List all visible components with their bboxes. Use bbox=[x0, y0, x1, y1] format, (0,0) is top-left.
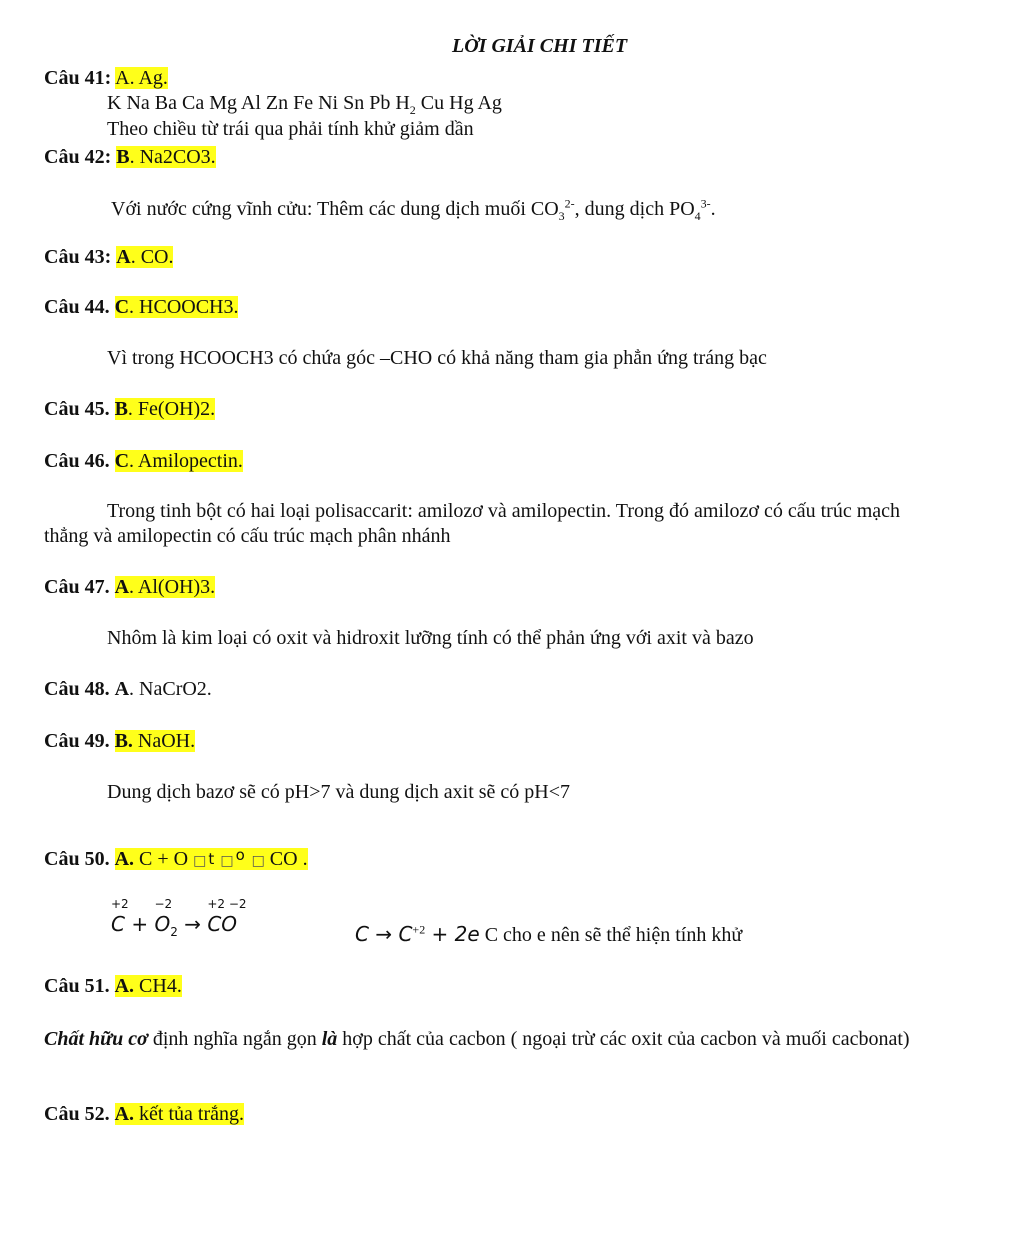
answer-text: . Ag. bbox=[129, 67, 168, 89]
question-label: Câu 50. bbox=[44, 848, 110, 870]
page-title: LỜI GIẢI CHI TIẾT bbox=[452, 35, 628, 57]
answer-highlight bbox=[115, 398, 216, 420]
organic-definition: Chất hữu cơ định nghĩa ngắn gọn là hợp chất của cacbon ( ngoại trừ các oxit của cacbon và muối cacbonat) bbox=[44, 1028, 910, 1050]
answer-text: . CO. bbox=[130, 246, 174, 268]
question-label: Câu 46. bbox=[44, 450, 110, 472]
question-42 bbox=[44, 145, 216, 169]
answer-letter: B bbox=[114, 398, 128, 420]
answer-text: . Al(OH)3. bbox=[129, 576, 216, 598]
explanation-47: Nhôm là kim loại có oxit và hidroxit lưỡng tính có thể phản ứng với axit và bazo bbox=[107, 627, 754, 649]
question-41 bbox=[44, 66, 168, 90]
answer-letter: A bbox=[114, 678, 130, 700]
answer-text: . NaCrO2. bbox=[129, 678, 212, 700]
answer-letter: A. bbox=[114, 975, 135, 997]
answer-highlight bbox=[115, 975, 182, 997]
answer-highlight bbox=[116, 146, 215, 168]
answer-letter: A bbox=[116, 246, 131, 268]
explanation-41: Theo chiều từ trái qua phải tính khử giảm dần bbox=[107, 118, 474, 140]
explanation-46-line1: Trong tinh bột có hai loại polisaccarit: amilozơ và amilopectin. Trong đó amilozơ có cấu trúc mạch bbox=[107, 500, 901, 522]
answer-highlight bbox=[115, 1103, 244, 1125]
answer-highlight bbox=[115, 67, 168, 89]
answer-highlight bbox=[115, 296, 239, 318]
electron-transfer: $C \to C^{+2} + 2e$ C cho e nên sẽ thể hiện tính khử bbox=[355, 922, 743, 946]
answer-text: . HCOOCH3. bbox=[129, 296, 239, 318]
answer-highlight bbox=[116, 246, 173, 268]
answer-letter: C bbox=[114, 450, 130, 472]
placeholder-box-icon: □ bbox=[251, 853, 265, 869]
answer-highlight bbox=[115, 576, 216, 598]
question-43 bbox=[44, 245, 173, 269]
answer-letter: A bbox=[115, 67, 130, 89]
answer-letter: A. bbox=[114, 1103, 135, 1125]
placeholder-box-icon: □ bbox=[193, 853, 207, 869]
question-label: Câu 45. bbox=[44, 398, 110, 420]
answer-letter: C bbox=[114, 296, 130, 318]
answer-highlight bbox=[115, 450, 243, 472]
explanation-44: Vì trong HCOOCH3 có chứa góc –CHO có khả năng tham gia phẳn ứng tráng bạc bbox=[107, 347, 767, 369]
placeholder-box-icon: □ bbox=[220, 853, 234, 869]
question-label: Câu 47. bbox=[44, 576, 110, 598]
activity-series: K Na Ba Ca Mg Al Zn Fe Ni Sn Pb $H_2$ Cu Hg Ag bbox=[107, 92, 502, 117]
question-51 bbox=[44, 974, 182, 998]
question-45 bbox=[44, 397, 215, 421]
question-44 bbox=[44, 295, 238, 319]
question-50 bbox=[44, 847, 308, 873]
degree-o: o bbox=[235, 846, 245, 864]
question-49 bbox=[44, 729, 195, 753]
answer-highlight bbox=[115, 730, 196, 752]
question-label: Câu 49. bbox=[44, 730, 110, 752]
oxidation-equation: +2 C + −2 $O_2$ → +2 −2 CO bbox=[111, 897, 247, 939]
question-48 bbox=[44, 677, 212, 701]
answer-text: NaOH. bbox=[132, 730, 196, 752]
answer-text: . Fe(OH)2. bbox=[127, 398, 216, 420]
question-label: Câu 41: bbox=[44, 67, 112, 89]
answer-letter: B. bbox=[114, 730, 133, 752]
answer-text: kết tủa trắng. bbox=[134, 1103, 244, 1125]
question-46 bbox=[44, 449, 243, 473]
question-label: Câu 42: bbox=[44, 146, 112, 168]
temperature-t: t bbox=[208, 850, 215, 868]
answer-text: . Amilopectin. bbox=[129, 450, 243, 472]
question-label: Câu 48. bbox=[44, 678, 110, 700]
question-47 bbox=[44, 575, 215, 599]
explanation-46-line2: thẳng và amilopectin có cấu trúc mạch phân nhánh bbox=[44, 525, 451, 547]
answer-highlight: A. C + O □ t □ o □ CO . bbox=[115, 848, 308, 870]
question-label: Câu 44. bbox=[44, 296, 110, 318]
explanation-42: Với nước cứng vĩnh cửu: Thêm các dung dịch muối $CO_3^{2-}$, dung dịch $PO_4^{3-}$. bbox=[111, 196, 716, 223]
question-52 bbox=[44, 1102, 244, 1126]
answer-letter: A. bbox=[114, 848, 135, 870]
question-label: Câu 51. bbox=[44, 975, 110, 997]
answer-text: . Na2CO3. bbox=[129, 146, 216, 168]
question-label: Câu 52. bbox=[44, 1103, 110, 1125]
question-label: Câu 43: bbox=[44, 246, 112, 268]
explanation-49: Dung dịch bazơ sẽ có pH>7 và dung dịch axit sẽ có pH<7 bbox=[107, 781, 571, 803]
answer-letter: B bbox=[116, 146, 130, 168]
answer-text: CH4. bbox=[134, 975, 182, 997]
answer-letter: A bbox=[114, 576, 130, 598]
